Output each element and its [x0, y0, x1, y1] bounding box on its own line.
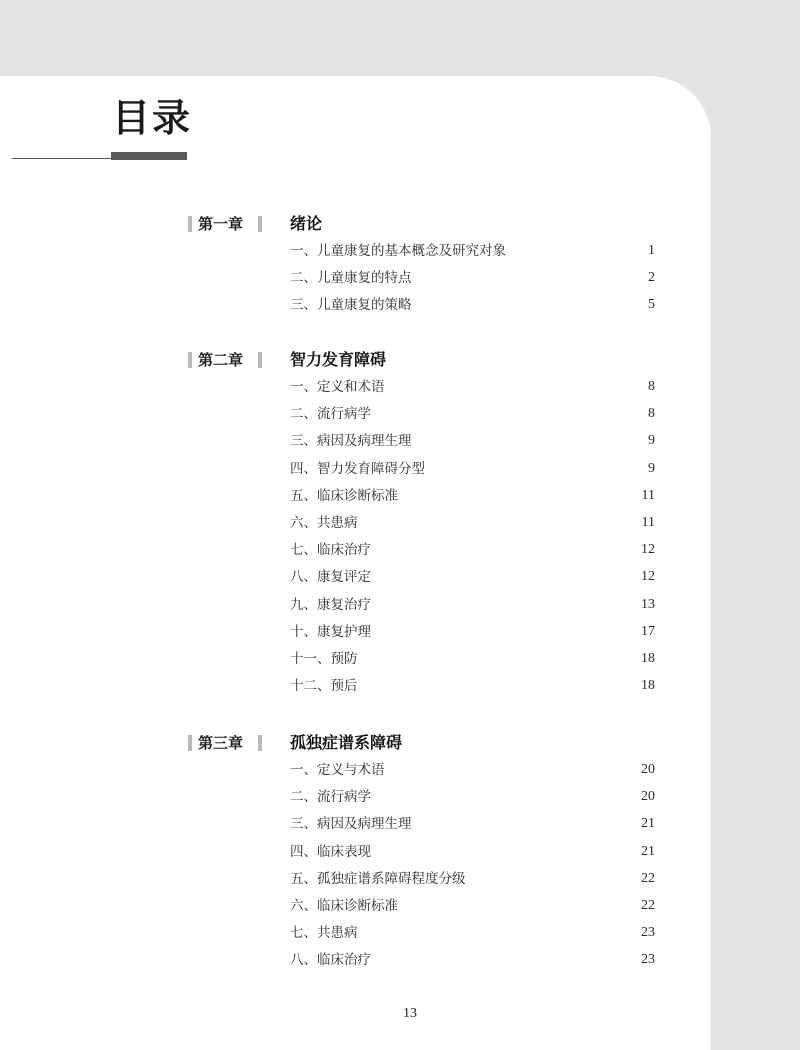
toc-entry[interactable] — [0, 649, 711, 676]
toc-entry[interactable] — [0, 950, 711, 977]
toc-entry[interactable] — [0, 869, 711, 896]
toc-entry[interactable] — [0, 431, 711, 458]
entry-text: 八、康复评定 — [290, 569, 371, 586]
toc-entry[interactable] — [0, 486, 711, 513]
entry-text: 二、流行病学 — [290, 406, 371, 423]
toc-entry[interactable] — [0, 923, 711, 950]
title-accent-bar — [111, 152, 187, 160]
toc-page — [0, 76, 711, 1050]
entry-text: 七、共患病 — [290, 925, 358, 942]
entry-page: 12 — [641, 542, 655, 558]
entry-page: 9 — [648, 433, 655, 449]
toc-entry[interactable] — [0, 377, 711, 404]
toc-entry[interactable] — [0, 404, 711, 431]
entry-text: 五、孤独症谱系障碍程度分级 — [290, 870, 466, 887]
chapter-label: 第二章 — [198, 351, 244, 369]
toc-entry[interactable] — [0, 814, 711, 841]
page-number: 13 — [403, 1006, 417, 1021]
entry-page: 20 — [641, 789, 655, 805]
entry-page: 8 — [648, 379, 655, 394]
toc-entry[interactable] — [0, 787, 711, 814]
toc-entry[interactable] — [0, 842, 711, 869]
toc-entry[interactable] — [0, 622, 711, 649]
chapter-label: 第三章 — [198, 734, 244, 752]
entry-text: 六、共患病 — [290, 514, 358, 531]
entry-text: 三、儿童康复的策略 — [290, 297, 412, 314]
entry-text: 四、智力发育障碍分型 — [290, 460, 425, 477]
entry-text: 十二、预后 — [290, 678, 358, 695]
entry-text: 十一、预防 — [290, 650, 358, 667]
entry-page: 8 — [648, 406, 655, 422]
entry-text: 三、病因及病理生理 — [290, 816, 412, 833]
entry-page: 18 — [641, 678, 655, 694]
entry-list — [0, 241, 711, 323]
toc-entry[interactable] — [0, 896, 711, 923]
entry-text: 六、临床诊断标准 — [290, 897, 398, 914]
entry-text: 一、定义与术语 — [290, 762, 385, 778]
entry-text: 一、定义和术语 — [290, 379, 385, 395]
entry-text: 二、流行病学 — [290, 789, 371, 806]
entry-list — [0, 377, 711, 703]
entry-page: 23 — [641, 952, 655, 968]
chapter-heading — [0, 732, 711, 760]
toc-title: 目录 — [112, 96, 193, 140]
entry-page: 22 — [641, 897, 655, 913]
chapter-marker-left — [188, 735, 192, 751]
entry-page: 11 — [641, 487, 655, 503]
chapter-heading — [0, 349, 711, 377]
entry-text: 八、临床治疗 — [290, 952, 371, 969]
toc-entry[interactable] — [0, 760, 711, 787]
chapter-title: 绪论 — [290, 214, 323, 233]
entry-text: 四、临床表现 — [290, 843, 371, 860]
toc-entry[interactable] — [0, 459, 711, 486]
chapter-title: 智力发育障碍 — [290, 350, 387, 369]
chapter-marker-right — [258, 216, 262, 232]
entry-text: 一、儿童康复的基本概念及研究对象 — [290, 243, 506, 259]
toc-entry[interactable] — [0, 567, 711, 594]
entry-page: 1 — [648, 243, 655, 258]
entry-page: 9 — [648, 460, 655, 476]
entry-text: 五、临床诊断标准 — [290, 487, 398, 504]
chapter-heading — [0, 213, 711, 241]
entry-page: 17 — [641, 623, 655, 639]
entry-page: 13 — [641, 596, 655, 612]
chapter-marker-right — [258, 352, 262, 368]
toc-entry[interactable] — [0, 295, 711, 322]
entry-text: 二、儿童康复的特点 — [290, 270, 412, 287]
chapter-marker-left — [188, 352, 192, 368]
toc-entry[interactable] — [0, 268, 711, 295]
toc-entry[interactable] — [0, 595, 711, 622]
entry-text: 九、康复治疗 — [290, 596, 371, 613]
entry-text: 三、病因及病理生理 — [290, 433, 412, 450]
entry-text: 十、康复护理 — [290, 623, 371, 640]
entry-page: 5 — [648, 297, 655, 313]
chapter-title: 孤独症谱系障碍 — [290, 733, 403, 752]
chapter-marker-left — [188, 216, 192, 232]
entry-page: 18 — [641, 650, 655, 666]
chapter-3 — [0, 732, 711, 978]
toc-entry[interactable] — [0, 540, 711, 567]
chapter-label: 第一章 — [198, 215, 244, 233]
entry-page: 21 — [641, 843, 655, 859]
entry-page: 22 — [641, 870, 655, 886]
entry-text: 七、临床治疗 — [290, 542, 371, 559]
entry-list — [0, 760, 711, 978]
entry-page: 11 — [641, 514, 655, 530]
chapter-1 — [0, 213, 711, 323]
toc-entry[interactable] — [0, 676, 711, 703]
entry-page: 2 — [648, 270, 655, 286]
entry-page: 23 — [641, 925, 655, 941]
chapter-marker-right — [258, 735, 262, 751]
entry-page: 12 — [641, 569, 655, 585]
toc-entry[interactable] — [0, 513, 711, 540]
entry-page: 21 — [641, 816, 655, 832]
toc-entry[interactable] — [0, 241, 711, 268]
chapter-2 — [0, 349, 711, 703]
entry-page: 20 — [641, 762, 655, 777]
